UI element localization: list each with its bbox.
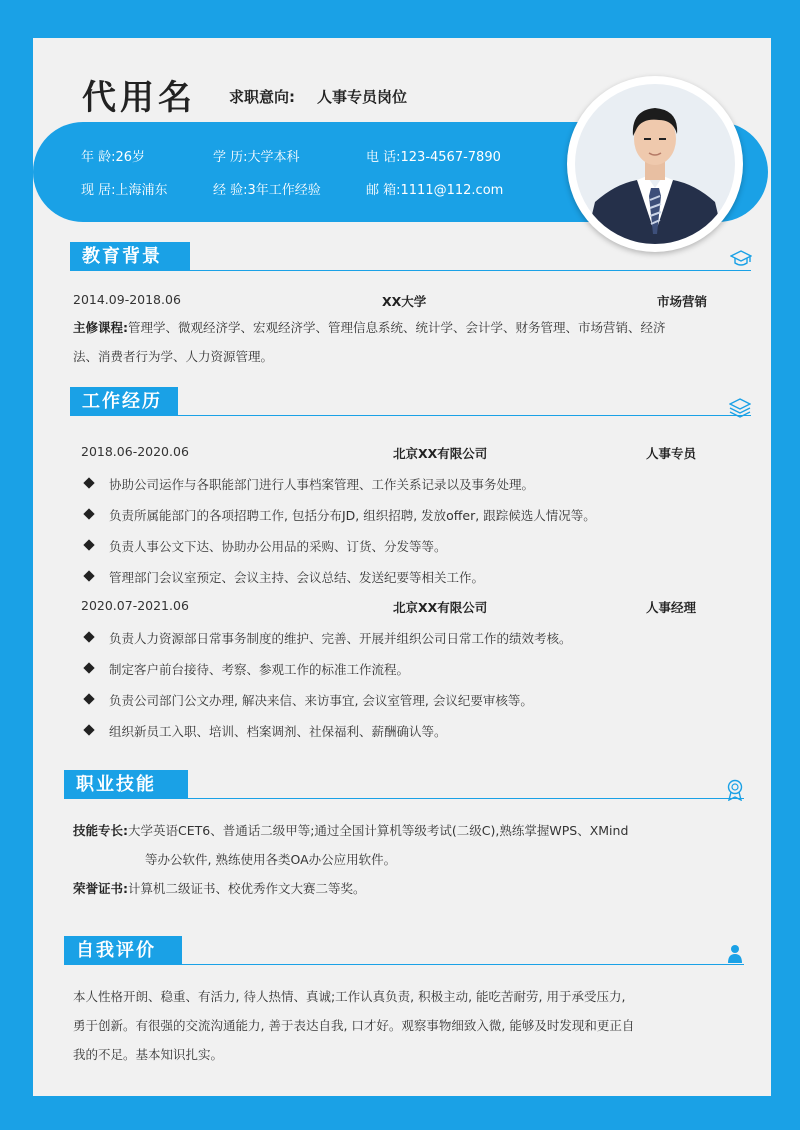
bullet-diamond bbox=[83, 508, 94, 519]
job-2-duty-2: 制定客户前台接待、考察、参观工作的标准工作流程。 bbox=[109, 662, 410, 677]
section-title-work: 工作经历 bbox=[70, 387, 178, 416]
job-1-period: 2018.06-2020.06 bbox=[81, 444, 189, 459]
job-1-company: 北京XX有限公司 bbox=[393, 446, 488, 461]
job-1-duty-2: 负责所属能部门的各项招聘工作, 包括分布JD, 组织招聘, 发放offer, 跟踪候选人情况等。 bbox=[109, 508, 596, 523]
certificates-text: 计算机二级证书、校优秀作文大赛二等奖。 bbox=[128, 881, 366, 896]
job-2-company: 北京XX有限公司 bbox=[393, 600, 488, 615]
bullet-diamond bbox=[83, 662, 94, 673]
job-2-duty-3: 负责公司部门公文办理, 解决来信、来访事宜, 会议室管理, 会议纪要审核等。 bbox=[109, 693, 533, 708]
courses-line-2: 法、消费者行为学、人力资源管理。 bbox=[73, 349, 274, 364]
section-title-skills: 职业技能 bbox=[64, 770, 188, 799]
section-divider-self-evaluation bbox=[64, 964, 744, 965]
email-info: 邮 箱:1111@112.com bbox=[366, 183, 504, 198]
courses-label: 主修课程: bbox=[73, 320, 128, 335]
job-2-duty-4: 组织新员工入职、培训、档案调剂、社保福利、薪酬确认等。 bbox=[109, 724, 447, 739]
person-icon bbox=[727, 944, 743, 964]
bullet-diamond bbox=[83, 570, 94, 581]
skills-paragraph bbox=[73, 816, 763, 903]
award-icon bbox=[726, 779, 744, 801]
skills-line-2: 等办公软件, 熟练使用各类OA办公应用软件。 bbox=[145, 852, 397, 867]
bullet-diamond bbox=[83, 539, 94, 550]
bullet-diamond bbox=[83, 724, 94, 735]
job-1-role: 人事专员 bbox=[646, 446, 697, 461]
education-info: 学 历:大学本科 bbox=[213, 150, 300, 165]
phone-info: 电 话:123-4567-7890 bbox=[366, 150, 501, 165]
portrait-illustration bbox=[575, 84, 735, 244]
residence-info: 现 居:上海浦东 bbox=[81, 183, 168, 198]
job-2-role: 人事经理 bbox=[646, 600, 697, 615]
self-evaluation-paragraph bbox=[73, 982, 763, 1069]
skills-line-1: 大学英语CET6、普通话二级甲等;通过全国计算机等级考试(二级C),熟练掌握WPS、XMind bbox=[128, 823, 629, 838]
bullet-diamond bbox=[83, 477, 94, 488]
self-evaluation-line-3: 我的不足。基本知识扎实。 bbox=[73, 1047, 224, 1062]
layers-icon bbox=[729, 398, 751, 418]
courses-line-1: 管理学、微观经济学、宏观经济学、管理信息系统、统计学、会计学、财务管理、市场营销、经济 bbox=[128, 320, 666, 335]
section-divider-work bbox=[70, 415, 751, 416]
candidate-name: 代用名 bbox=[82, 78, 196, 118]
education-school: XX大学 bbox=[382, 294, 427, 309]
resume-sheet bbox=[33, 38, 771, 1096]
education-major: 市场营销 bbox=[657, 294, 708, 309]
job-intent-label: 求职意向: bbox=[229, 88, 295, 106]
profile-photo bbox=[567, 76, 743, 252]
job-intent-value: 人事专员岗位 bbox=[317, 88, 408, 106]
graduation-cap-icon bbox=[730, 250, 752, 268]
self-evaluation-line-2: 勇于创新。有很强的交流沟通能力, 善于表达自我, 口才好。观察事物细致入微, 能够及时发现和更正自 bbox=[73, 1018, 635, 1033]
section-divider-skills bbox=[64, 798, 744, 799]
job-1-duty-1: 协助公司运作与各职能部门进行人事档案管理、工作关系记录以及事务处理。 bbox=[109, 477, 535, 492]
section-title-education: 教育背景 bbox=[70, 242, 190, 271]
education-period: 2014.09-2018.06 bbox=[73, 292, 181, 307]
courses-paragraph bbox=[73, 313, 753, 371]
self-evaluation-line-1: 本人性格开朗、稳重、有活力, 待人热情、真诚;工作认真负责, 积极主动, 能吃苦耐劳, 用于承受压力, bbox=[73, 989, 626, 1004]
bullet-diamond bbox=[83, 693, 94, 704]
experience-info: 经 验:3年工作经验 bbox=[213, 183, 321, 198]
section-divider-education bbox=[70, 270, 751, 271]
job-2-duty-1: 负责人力资源部日常事务制度的维护、完善、开展并组织公司日常工作的绩效考核。 bbox=[109, 631, 572, 646]
skills-label: 技能专长: bbox=[73, 823, 128, 838]
job-1-duty-4: 管理部门会议室预定、会议主持、会议总结、发送纪要等相关工作。 bbox=[109, 570, 485, 585]
job-1-duty-3: 负责人事公文下达、协助办公用品的采购、订货、分发等等。 bbox=[109, 539, 447, 554]
certificates-label: 荣誉证书: bbox=[73, 881, 128, 896]
age-info: 年 龄:26岁 bbox=[81, 150, 146, 165]
bullet-diamond bbox=[83, 631, 94, 642]
job-2-period: 2020.07-2021.06 bbox=[81, 598, 189, 613]
section-title-self-evaluation: 自我评价 bbox=[64, 936, 182, 965]
